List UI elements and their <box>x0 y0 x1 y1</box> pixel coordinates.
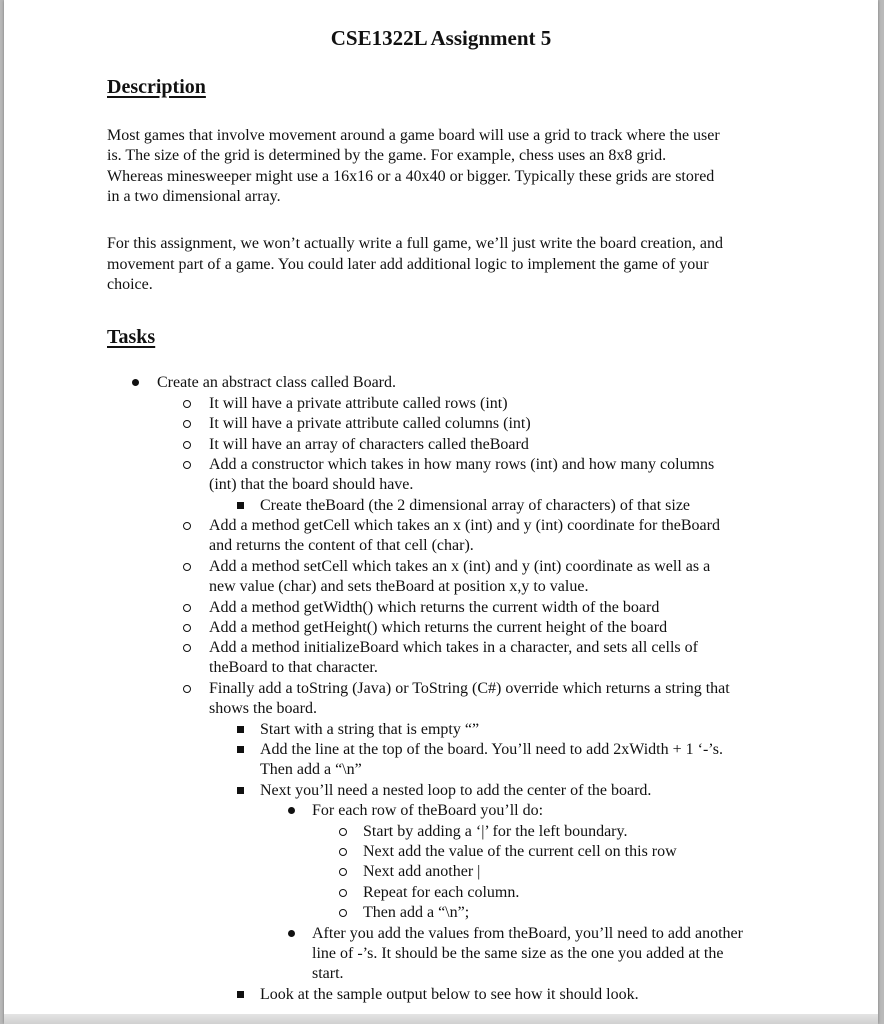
list-item: Start by adding a ‘|’ for the left boundary. <box>363 823 628 840</box>
list-item: Add a constructor which takes in how many rows (int) and how many columns <box>209 456 715 473</box>
text-line: For this assignment, we won’t actually write a full game, we’ll just write the board creation, and <box>107 235 723 252</box>
list-item: Add a method getCell which takes an x (int) and y (int) coordinate for theBoard <box>209 517 720 534</box>
list-item-continued: Then add a “\n” <box>260 761 362 778</box>
text-line: Most games that involve movement around a game board will use a grid to track where the user <box>107 127 720 144</box>
list-item: It will have a private attribute called columns (int) <box>209 415 531 432</box>
square-bullet-icon <box>237 746 244 753</box>
list-item: Start with a string that is empty “” <box>260 721 480 738</box>
bullet-icon <box>288 930 295 937</box>
square-bullet-icon <box>237 991 244 998</box>
document-page <box>4 0 878 1024</box>
circle-bullet-icon <box>183 563 191 571</box>
list-item: Finally add a toString (Java) or ToString (C#) override which returns a string that <box>209 680 730 697</box>
text-line: Whereas minesweeper might use a 16x16 or a 40x40 or bigger. Typically these grids are stored <box>107 168 715 185</box>
list-item: Add a method setCell which takes an x (int) and y (int) coordinate as well as a <box>209 558 711 575</box>
list-item: Add a method initializeBoard which takes in a character, and sets all cells of <box>209 639 698 656</box>
list-item: Look at the sample output below to see how it should look. <box>260 986 639 1003</box>
circle-bullet-icon <box>183 624 191 632</box>
list-item: Next add the value of the current cell on this row <box>363 843 677 860</box>
list-item-continued: shows the board. <box>209 700 317 717</box>
circle-bullet-icon <box>183 461 191 469</box>
description-heading: Description <box>107 76 206 98</box>
text-line: movement part of a game. You could later add additional logic to implement the game of your <box>107 256 709 273</box>
text-line: choice. <box>107 276 153 293</box>
text-line: is. The size of the grid is determined by the game. For example, chess uses an 8x8 grid. <box>107 147 667 164</box>
circle-bullet-icon <box>339 848 347 856</box>
square-bullet-icon <box>237 502 244 509</box>
circle-bullet-icon <box>339 889 347 897</box>
circle-bullet-icon <box>183 644 191 652</box>
list-item-continued: and returns the content of that cell (char). <box>209 537 474 554</box>
list-item-continued: theBoard to that character. <box>209 659 378 676</box>
list-item-continued: start. <box>312 965 344 982</box>
bullet-icon <box>132 379 139 386</box>
list-item: Then add a “\n”; <box>363 904 470 921</box>
circle-bullet-icon <box>339 868 347 876</box>
list-item: Add a method getWidth() which returns the current width of the board <box>209 599 660 616</box>
list-item-continued: line of -’s. It should be the same size as the one you added at the <box>312 945 724 962</box>
list-item: Add the line at the top of the board. You’ll need to add 2xWidth + 1 ‘-’s. <box>260 741 723 758</box>
list-item: It will have an array of characters called theBoard <box>209 436 529 453</box>
square-bullet-icon <box>237 787 244 794</box>
circle-bullet-icon <box>183 400 191 408</box>
list-item: Next add another | <box>363 863 481 880</box>
circle-bullet-icon <box>183 420 191 428</box>
list-item: Create an abstract class called Board. <box>157 374 396 391</box>
circle-bullet-icon <box>339 828 347 836</box>
tasks-heading: Tasks <box>107 326 156 348</box>
list-item: After you add the values from theBoard, you’ll need to add another <box>312 925 743 942</box>
circle-bullet-icon <box>183 604 191 612</box>
circle-bullet-icon <box>183 441 191 449</box>
square-bullet-icon <box>237 726 244 733</box>
list-item: Create theBoard (the 2 dimensional array of characters) of that size <box>260 497 691 514</box>
circle-bullet-icon <box>183 522 191 530</box>
bullet-icon <box>288 807 295 814</box>
list-item: For each row of theBoard you’ll do: <box>312 802 544 819</box>
text-line: in a two dimensional array. <box>107 188 281 205</box>
list-item: It will have a private attribute called rows (int) <box>209 395 508 412</box>
list-item: Add a method getHeight() which returns the current height of the board <box>209 619 668 636</box>
bottom-edge <box>4 1014 878 1024</box>
circle-bullet-icon <box>183 685 191 693</box>
list-item: Repeat for each column. <box>363 884 520 901</box>
list-item-continued: new value (char) and sets theBoard at position x,y to value. <box>209 578 589 595</box>
document-title: CSE1322L Assignment 5 <box>330 26 552 50</box>
list-item-continued: (int) that the board should have. <box>209 476 414 493</box>
list-item: Next you’ll need a nested loop to add the center of the board. <box>260 782 652 799</box>
circle-bullet-icon <box>339 909 347 917</box>
